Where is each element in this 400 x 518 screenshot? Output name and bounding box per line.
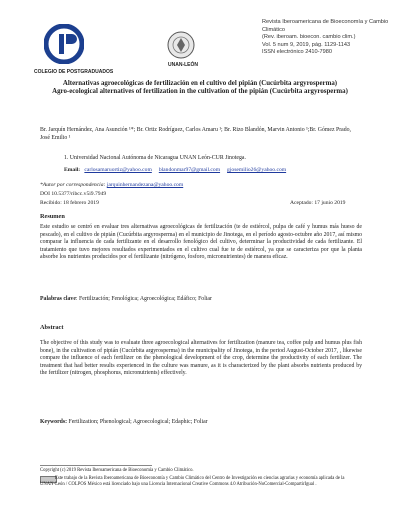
- keywords-es: [40, 296, 362, 302]
- journal-volume: Vol. 5 num 9, 2019, pág. 1129-1143: [262, 41, 351, 48]
- email-link-3[interactable]: gjosemilio26@yahoo.com: [227, 167, 287, 173]
- keywords-en-values: Fertilization; Phenological; Agroecological; Edaphic; Foliar: [67, 419, 208, 425]
- accepted-date: Aceptado: 17 junio 2019: [290, 200, 346, 206]
- resumen-heading: Resumen: [40, 213, 65, 220]
- corr-label: *Autor por correspondencia:: [40, 182, 106, 188]
- keywords-es-label: Palabras clave: [40, 296, 76, 302]
- abstract-heading: Abstract: [40, 324, 64, 331]
- received-date: Recibido: 18 febrero 2019: [40, 200, 99, 206]
- authors: Br. Jarquín Hernández, Ana Asunción ¹*; Br. Ortiz Rodríguez, Carlos Amaru ¹; Br. Rizo Blandón, Marvin Antonio ¹;Br. Gómez Prado, José Emilio ¹: [40, 127, 351, 141]
- license-text: Este trabajo de la Revista Iberoamericana de Bioeconomía y Cambio Climático del Centro de Investigación en ciencias agrarias y economía aplicada de la UNAN-León / COLPOS México está licenciado bajo una Licencia Internacional Creative Commons 4.0 Atribución-NoComercial-CompartirIgual .: [40, 476, 345, 488]
- title-es: Alternativas agroecológicas de fertilización en el cultivo del pipián (Cucúrbita argyrosperma): [62, 80, 338, 87]
- left-logo-caption: COLEGIO DE POSTGRADUADOS: [34, 69, 114, 75]
- affiliation: 1. Universidad Nacional Autónoma de Nicaragua UNAN León-CUR Jinotega.: [64, 155, 246, 161]
- journal-abbrev: (Rev. iberoam. bioecon. cambio clim.): [262, 34, 356, 41]
- mid-logo-caption: UNAN-LEÓN: [168, 62, 198, 68]
- unan-leon-logo: [166, 30, 196, 60]
- author-emails: [64, 167, 374, 175]
- colegio-postgraduados-logo: [44, 24, 84, 64]
- corresponding-author: [40, 182, 183, 190]
- journal-name: Revista Iberoamericana de Bioeconomía y Cambio Climático: [262, 19, 389, 33]
- title-en: Agro-ecological alternatives of fertilization in the cultivation of the pipián (Cucúrbita argyrosperma): [52, 88, 348, 96]
- copyright: Copyright (c) 2019 Revista Iberoamericana de Bioeconomía y Cambio Climático.: [40, 468, 194, 473]
- article-title: [40, 80, 360, 97]
- keywords-en-label: Keywords:: [40, 419, 68, 425]
- abstract-text: The objective of this study was to evaluate three agroecological alternatives for fertilization (manure tea, coffee pulp and humus plus fish bone), in the cultivation of pipián (Cucúrbita argyrosperma) in the municipality of Jinotega, in the period August-October 2017, , likewise compare the influence of each fertilizer on the phenological development of the crop, determine the productivity of each fertilizer. The treatment that had better results experienced in the culture was manure, as it is characterized by the plant absorbs nutrients produced by the fertilizer (nitrogen, phosphorus, micronutrients) effectively.: [40, 340, 362, 377]
- doi: DOI 10.5377/ribcc.v5i9.7949: [40, 191, 107, 197]
- email-label: Email:: [64, 167, 81, 173]
- keywords-es-values: : Fertilización; Fenológica; Agroecológica; Edáfico; Foliar: [75, 296, 212, 302]
- footnote-divider: [40, 465, 152, 466]
- keywords-en: [40, 419, 362, 425]
- resumen-text: Este estudio se centró en evaluar tres alternativas agroecológicas de fertilización (te de estiércol, pulpa de café y humus más hueso de pescado), en el cultivo de pipián (Cucúrbita argyrosperma) en el municipio de Jinotega, en el período agosto-octubre año 2017, así mismo comparar la influencia de cada fertilizante en el desarrollo fenológico del cultivo, determinar la productividad de cada fertilizante. El tratamiento que tuvo mejores resultados experimentados en el cultivo cual fue te de estiércol, ya que se caracteriza por que la planta absorbe los nutrientes producidos por el fertilizante (nitrógeno, fosforo, micronutrientes) de manera eficaz.: [40, 224, 362, 261]
- email-link-2[interactable]: blandonmar97@gmail.com: [158, 167, 221, 173]
- email-link-1[interactable]: carlosamaruortiz@yahoo.com: [84, 167, 152, 173]
- corr-email-link[interactable]: jarquinhernandezana@yahoo.com: [106, 182, 184, 188]
- journal-header: [262, 19, 390, 57]
- journal-issn: ISSN electrónico 2410-7980: [262, 49, 332, 56]
